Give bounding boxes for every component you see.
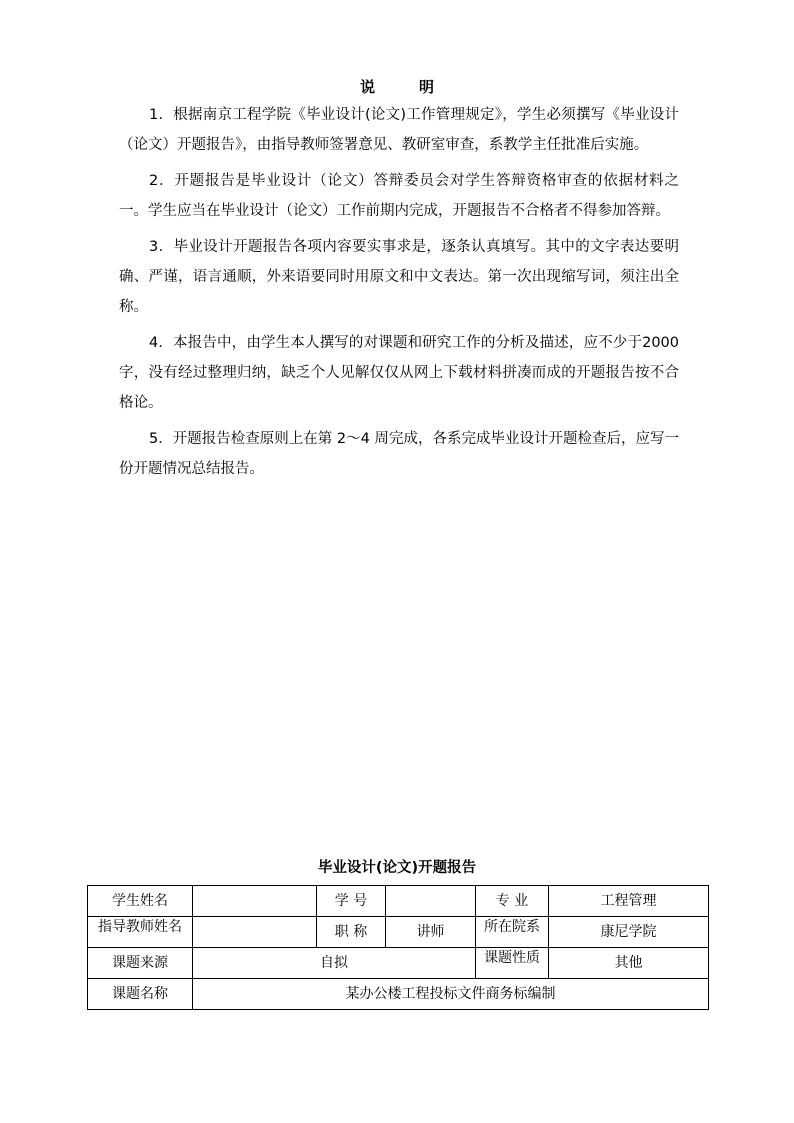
report-info-table	[87, 885, 709, 1010]
topic-name-value[interactable]: 某办公楼工程投标文件商务标编制	[193, 979, 709, 1010]
advisor-name-value[interactable]	[193, 917, 317, 948]
table-row	[88, 886, 709, 917]
major-label: 专 业	[476, 886, 549, 917]
instruction-item-2: 2．开题报告是毕业设计（论文）答辩委员会对学生答辩资格审查的依据材料之一。学生应当在毕业设计（论文）工作前期内完成，开题报告不合格者不得参加答辩。	[119, 173, 679, 219]
advisor-name-label: 指导教师姓名	[98, 918, 182, 935]
page-title	[0, 76, 794, 97]
instruction-item-4: 4．本报告中，由学生本人撰写的对课题和研究工作的分析及描述，应不少于2000字，没有经过整理归纳，缺乏个人见解仅仅从网上下载材料拼凑而成的开题报告按不合格论。	[119, 335, 679, 411]
department-label-cell	[476, 917, 549, 948]
topic-source-value[interactable]: 自拟	[193, 948, 476, 979]
topic-nature-label-cell	[476, 948, 549, 979]
table-row	[88, 979, 709, 1010]
table-row	[88, 948, 709, 979]
title-right-char: 明	[419, 78, 435, 96]
instruction-item-5: 5．开题报告检查原则上在第 2～4 周完成，各系完成毕业设计开题检查后，应写一份开题情况总结报告。	[119, 431, 679, 477]
title-rank-value[interactable]: 讲师	[386, 917, 476, 948]
topic-source-label: 课题来源	[88, 948, 193, 979]
major-value[interactable]: 工程管理	[549, 886, 709, 917]
title-left-char: 说	[359, 78, 375, 96]
topic-name-label: 课题名称	[88, 979, 193, 1010]
instruction-item-3: 3．毕业设计开题报告各项内容要实事求是，逐条认真填写。其中的文字表达要明确、严谨，语言通顺，外来语要同时用原文和中文表达。第一次出现缩写词，须注出全称。	[119, 239, 679, 315]
instructions-list	[119, 100, 679, 490]
table-row	[88, 917, 709, 948]
instruction-item-1: 1．根据南京工程学院《毕业设计(论文)工作管理规定》，学生必须撰写《毕业设计（论文）开题报告》，由指导教师签署意见、教研室审查，系教学主任批准后实施。	[119, 107, 679, 153]
department-label: 所在院系	[484, 918, 540, 935]
topic-nature-value[interactable]: 其他	[549, 948, 709, 979]
student-name-label: 学生姓名	[88, 886, 193, 917]
student-id-value[interactable]	[386, 886, 476, 917]
report-title: 毕业设计(论文)开题报告	[317, 860, 477, 876]
department-value[interactable]: 康尼学院	[549, 917, 709, 948]
student-name-value[interactable]	[193, 886, 317, 917]
title-rank-label: 职 称	[317, 917, 386, 948]
student-id-label: 学 号	[317, 886, 386, 917]
advisor-name-label-cell	[88, 917, 193, 948]
topic-nature-label: 课题性质	[484, 949, 540, 966]
